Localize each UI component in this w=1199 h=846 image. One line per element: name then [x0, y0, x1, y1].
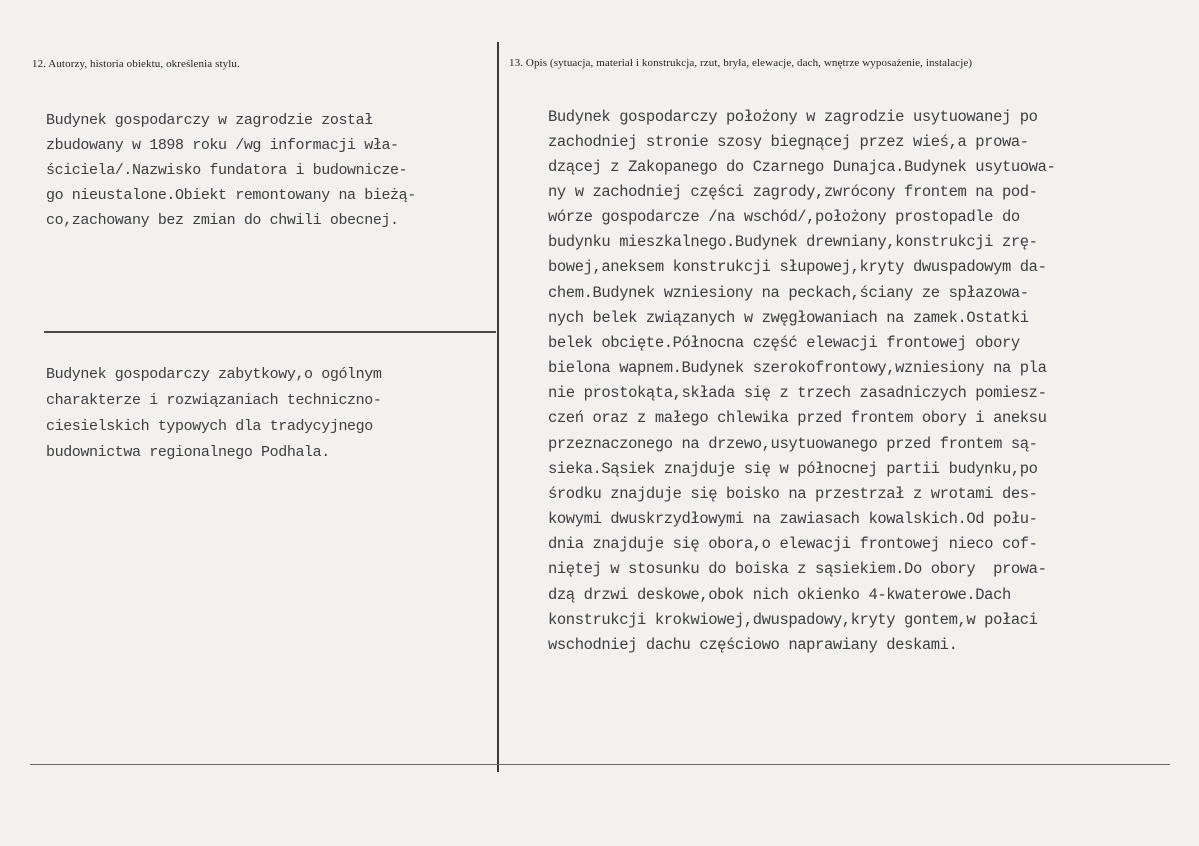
text-line: środku znajduje się boisko na przestrzał z wrotami des-: [548, 485, 1038, 503]
text-line: Budynek gospodarczy zabytkowy,o ogólnym: [46, 366, 382, 383]
text-line: bowej,aneksem konstrukcji słupowej,kryty dwuspadowym da-: [548, 258, 1047, 276]
text-line: zbudowany w 1898 roku /wg informacji wła-: [46, 137, 399, 154]
section-divider: [44, 331, 496, 333]
text-line: nych belek związanych w zwęgłowaniach na zamek.Ostatki: [548, 309, 1029, 327]
text-line: ny w zachodniej części zagrody,zwrócony frontem na pod-: [548, 183, 1038, 201]
text-line: konstrukcji krokwiowej,dwuspadowy,kryty gontem,w połaci: [548, 611, 1038, 629]
text-line: Budynek gospodarczy położony w zagrodzie usytuowanej po: [548, 108, 1038, 126]
bottom-rule: [30, 764, 1170, 765]
text-line: kowymi dwuskrzydłowymi na zawiasach kowalskich.Od połu-: [548, 510, 1038, 528]
text-line: niętej w stosunku do boiska z sąsiekiem.Do obory prowa-: [548, 560, 1047, 578]
text-line: ściciela/.Nazwisko fundatora i budownicze-: [46, 162, 408, 179]
text-line: zachodniej stronie szosy biegnącej przez wieś,a prowa-: [548, 133, 1029, 151]
text-line: dnia znajduje się obora,o elewacji frontowej nieco cof-: [548, 535, 1038, 553]
text-line: budynku mieszkalnego.Budynek drewniany,konstrukcji zrę-: [548, 233, 1038, 251]
text-line: go nieustalone.Obiekt remontowany na bieżą-: [46, 187, 416, 204]
text-line: dzą drzwi deskowe,obok nich okienko 4-kwaterowe.Dach: [548, 586, 1011, 604]
section-13-header: 13. Opis (sytuacja, materiał i konstrukcja, rzut, bryła, elewacje, dach, wnętrze wyposażenie, instalacje): [509, 57, 973, 69]
text-line: belek obcięte.Północna część elewacji frontowej obory: [548, 334, 1020, 352]
section-12-header: 12. Autorzy, historia obiektu, określenia stylu.: [32, 58, 240, 70]
text-line: wórze gospodarcze /na wschód/,położony prostopadle do: [548, 208, 1020, 226]
text-line: budownictwa regionalnego Podhala.: [46, 444, 330, 461]
text-line: co,zachowany bez zmian do chwili obecnej.: [46, 212, 399, 229]
text-line: Budynek gospodarczy w zagrodzie został: [46, 112, 373, 129]
text-line: wschodniej dachu częściowo naprawiany deskami.: [548, 636, 958, 654]
text-line: czeń oraz z małego chlewika przed frontem obory i aneksu: [548, 409, 1047, 427]
text-line: sieka.Sąsiek znajduje się w północnej partii budynku,po: [548, 460, 1038, 478]
text-line: dzącej z Zakopanego do Czarnego Dunajca.Budynek usytuowa-: [548, 158, 1056, 176]
column-divider: [497, 42, 499, 772]
text-line: nie prostokąta,składa się z trzech zasadniczych pomiesz-: [548, 384, 1047, 402]
text-line: przeznaczonego na drzewo,usytuowanego przed frontem są-: [548, 435, 1038, 453]
text-line: ciesielskich typowych dla tradycyjnego: [46, 418, 373, 435]
text-line: chem.Budynek wzniesiony na peckach,ściany ze spłazowa-: [548, 284, 1029, 302]
text-line: charakterze i rozwiązaniach techniczno-: [46, 392, 382, 409]
text-line: bielona wapnem.Budynek szerokofrontowy,wzniesiony na pla: [548, 359, 1047, 377]
